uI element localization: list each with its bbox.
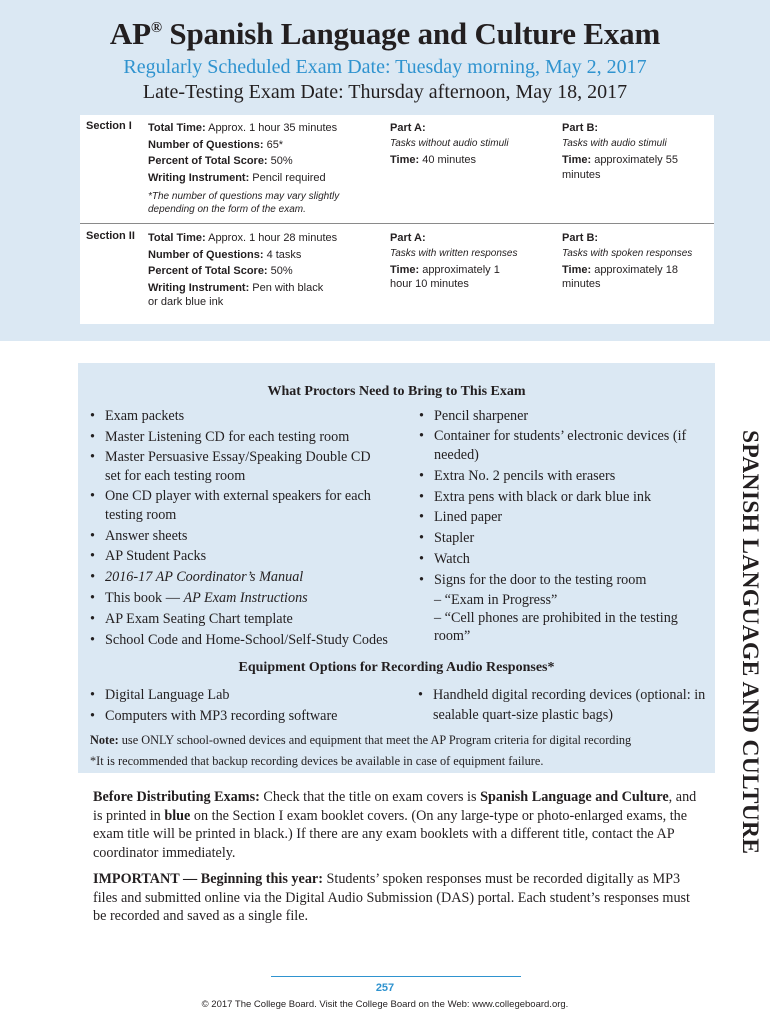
list-item: • Watch — [419, 549, 704, 570]
important-paragraph: IMPORTANT — Beginning this year: Students’ spoken responses must be recorded digitally as MP3 files and submitted online via the Digital Audio Submission (DAS) portal. Each student’s responses must be recorded and saved as a single file. — [93, 871, 690, 925]
part-a-details: Part A: Tasks without audio stimuli Time: 40 minutes — [390, 122, 509, 166]
section-2-row — [80, 225, 714, 324]
list-item: • One CD player with external speakers for each testing room — [90, 487, 408, 526]
list-item: • Signs for the door to the testing room — [419, 570, 704, 591]
sign-item: – “Cell phones are prohibited in the testing room” — [434, 610, 678, 645]
list-item: • 2016-17 AP Coordinator’s Manual — [90, 567, 415, 588]
distribution-paragraph: Before Distributing Exams: Check that the title on exam covers is Spanish Language and Culture, and is printed in blue on the Section I exam booklet covers. (On any large-type or photo-enlarged exams, the exam title will be printed in black.) If there are any exam booklets with a different title, contact the AP coordinator immediately. — [93, 789, 697, 861]
regular-exam-date: Regularly Scheduled Exam Date: Tuesday morning, May 2, 2017 — [123, 56, 647, 78]
list-item: • Container for students’ electronic devices (if needed) — [419, 427, 704, 466]
list-item: • Digital Language Lab — [90, 685, 410, 706]
section-details: Total Time: Approx. 1 hour 28 minutes Number of Questions: 4 tasks Percent of Total Score: 50% Writing Instrument: Pen with black or dark blue ink — [148, 232, 338, 308]
equipment-list-left — [90, 685, 410, 727]
list-item: • Extra No. 2 pencils with erasers — [419, 466, 704, 487]
registered-mark: ® — [150, 20, 162, 36]
footer-rule — [271, 976, 521, 977]
list-item: • Lined paper — [419, 507, 704, 528]
equipment-heading: Equipment Options for Recording Audio Responses* — [238, 660, 555, 675]
section-label: Section II — [86, 230, 135, 242]
part-b-details: Part B: Tasks with spoken responses Time: approximately 18 minutes — [562, 232, 693, 290]
section-label: Section I — [86, 120, 132, 132]
copyright: © 2017 The College Board. Visit the College Board on the Web: www.collegeboard.org. — [201, 999, 569, 1010]
proctor-list-left — [90, 406, 415, 650]
list-item: • AP Student Packs — [90, 546, 415, 567]
list-item: • This book — AP Exam Instructions — [90, 588, 415, 609]
list-item: • Stapler — [419, 528, 704, 549]
page-number: 257 — [375, 982, 395, 994]
proctor-list-right — [419, 406, 704, 645]
list-item: • Master Listening CD for each testing room — [90, 427, 415, 448]
proctor-heading: What Proctors Need to Bring to This Exam — [267, 384, 526, 399]
list-item: • Handheld digital recording devices (optional: in sealable quart-size plastic bags) — [418, 685, 710, 725]
list-item: • Exam packets — [90, 406, 415, 427]
sign-item: – “Exam in Progress” — [434, 591, 558, 608]
list-item: • Pencil sharpener — [419, 406, 704, 427]
list-item: • Computers with MP3 recording software — [90, 706, 410, 727]
equipment-list-right — [418, 685, 710, 725]
equipment-note: Note: use ONLY school-owned devices and equipment that meet the AP Program criteria for digital recording — [90, 733, 632, 747]
side-title: SPANISH LANGUAGE AND CULTURE — [737, 430, 763, 855]
list-item: • Answer sheets — [90, 526, 415, 547]
equipment-footnote: *It is recommended that backup recording devices be available in case of equipment failure. — [90, 754, 544, 768]
question-count-note: *The number of questions may vary slightly depending on the form of the exam. — [148, 191, 340, 215]
section-details: Total Time: Approx. 1 hour 35 minutes Number of Questions: 65* Percent of Total Score: 50% Writing Instrument: Pencil required — [148, 122, 338, 184]
exam-info-table — [80, 115, 714, 324]
list-item: • Master Persuasive Essay/Speaking Double CD set for each testing room — [90, 448, 375, 487]
list-item: • AP Exam Seating Chart template — [90, 609, 415, 630]
proctor-checklist-box — [78, 363, 715, 773]
list-item: • School Code and Home-School/Self-Study Codes — [90, 630, 415, 651]
late-exam-date: Late-Testing Exam Date: Thursday afternoon, May 18, 2017 — [142, 81, 628, 103]
list-item: • Extra pens with black or dark blue ink — [419, 487, 704, 508]
part-b-details: Part B: Tasks with audio stimuli Time: approximately 55 minutes — [562, 122, 678, 181]
page-title: AP® Spanish Language and Culture Exam — [109, 16, 661, 51]
section-1-row — [80, 115, 714, 224]
part-a-details: Part A: Tasks with written responses Time: approximately 1 hour 10 minutes — [390, 232, 518, 290]
